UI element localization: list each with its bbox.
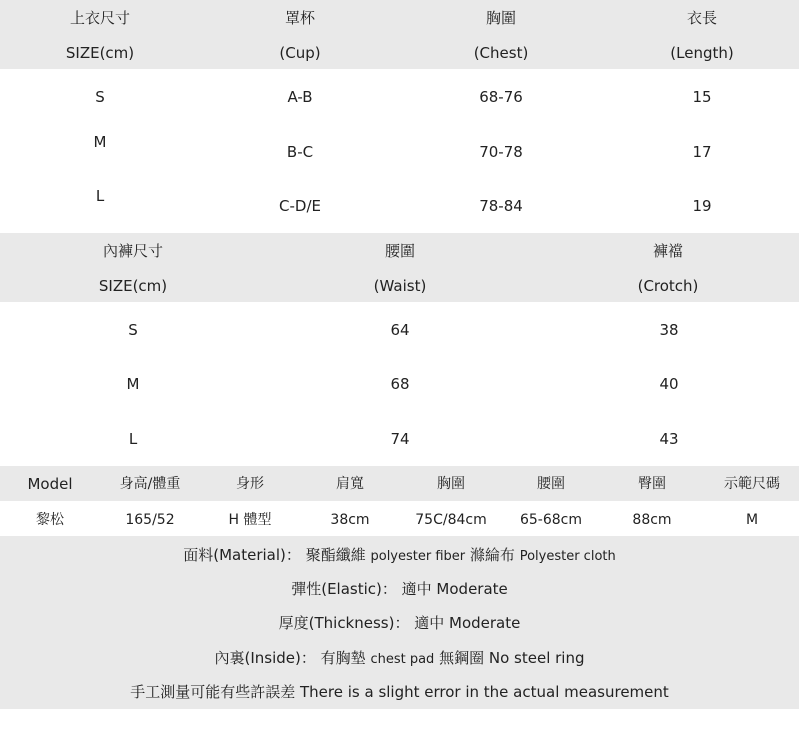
thickness-value: 適中 Moderate [414,614,521,632]
product-notes [0,536,799,709]
elastic-note [0,579,799,599]
elastic-label: 彈性(Elastic)： [291,580,397,598]
inside-value-en2: No steel ring [488,649,585,667]
inside-value-zh2: 無鋼圈 [439,649,485,667]
error-note-en: There is a slight error in the actual measurement [300,683,669,701]
material-value-zh2: 滌綸布 [469,546,515,564]
top-row-s-chest: 68-76 [479,88,523,106]
measurement-error-note [0,682,799,702]
bottom-header-waist-en: (Waist) [373,277,427,295]
top-header-size-en: SIZE(cm) [65,44,135,62]
top-header-cup-zh: 罩杯 [284,9,316,27]
top-header-cup-en: (Cup) [279,44,321,62]
bottom-row-m-size: M [126,375,140,393]
model-header-chest: 胸圍 [437,476,465,492]
model-header-height-weight: 身高/體重 [119,476,181,492]
top-row-l-chest: 78-84 [479,197,523,215]
material-value-en1: polyester fiber [370,549,466,564]
top-row-l-length: 19 [692,197,712,215]
material-label: 面料(Material)： [183,546,301,564]
top-header-size-zh: 上衣尺寸 [69,9,131,27]
inside-label: 內裏(Inside)： [214,649,316,667]
model-value-body-shape: H 體型 [228,512,272,528]
bottom-row-s-crotch: 38 [659,321,679,339]
top-row-s-size: S [95,88,105,106]
top-row-m-length: 17 [692,143,712,161]
top-row-s-cup: A-B [287,88,313,106]
inside-value-en1: chest pad [370,652,435,667]
bottom-row-m-waist: 68 [390,375,410,393]
model-header-body-shape: 身形 [236,476,264,492]
bottom-row-s-waist: 64 [390,321,410,339]
model-value-name: 黎松 [36,512,64,528]
model-value-shoulder: 38cm [330,512,370,528]
bottom-header-size-zh: 內褲尺寸 [102,242,164,260]
elastic-value: 適中 Moderate [401,580,508,598]
bottom-header-size-en: SIZE(cm) [98,277,168,295]
top-row-m-chest: 70-78 [479,143,523,161]
top-header-chest-zh: 胸圍 [485,9,517,27]
top-row-s-length: 15 [692,88,712,106]
material-value-zh1: 聚酯纖維 [305,546,366,564]
inside-value-zh1: 有胸墊 [320,649,366,667]
model-header-hip: 臀圍 [638,476,666,492]
bottom-row-m-crotch: 40 [659,375,679,393]
top-header-length-zh: 衣長 [686,9,718,27]
inside-note [0,648,799,670]
bottom-row-l-crotch: 43 [659,430,679,448]
model-header-shoulder: 肩寬 [336,476,364,492]
top-row-l-cup: C-D/E [279,197,321,215]
material-value-en2: Polyester cloth [519,549,616,564]
bottom-row-s-size: S [128,321,138,339]
model-value-size-worn: M [745,512,759,528]
thickness-label: 厚度(Thickness)： [278,614,410,632]
top-row-m-size: M [93,133,107,151]
bottom-row-l-waist: 74 [390,430,410,448]
model-value-hip: 88cm [632,512,672,528]
model-header-model: Model [27,475,73,493]
model-header-size-worn: 示範尺碼 [724,476,780,492]
bottom-header-crotch-zh: 褲襠 [652,242,684,260]
model-header-waist: 腰圍 [537,476,565,492]
model-value-chest: 75C/84cm [415,512,487,528]
bottom-header-waist-zh: 腰圍 [384,242,416,260]
model-value-height-weight: 165/52 [125,512,175,528]
top-row-l-size: L [95,187,105,205]
model-value-waist: 65-68cm [519,512,583,528]
top-header-length-en: (Length) [670,44,734,62]
thickness-note [0,613,799,633]
material-note [0,545,799,567]
bottom-header-crotch-en: (Crotch) [637,277,699,295]
bottom-row-l-size: L [128,430,138,448]
top-header-chest-en: (Chest) [473,44,529,62]
error-note-zh: 手工測量可能有些許誤差 [130,683,296,701]
top-row-m-cup: B-C [286,143,314,161]
